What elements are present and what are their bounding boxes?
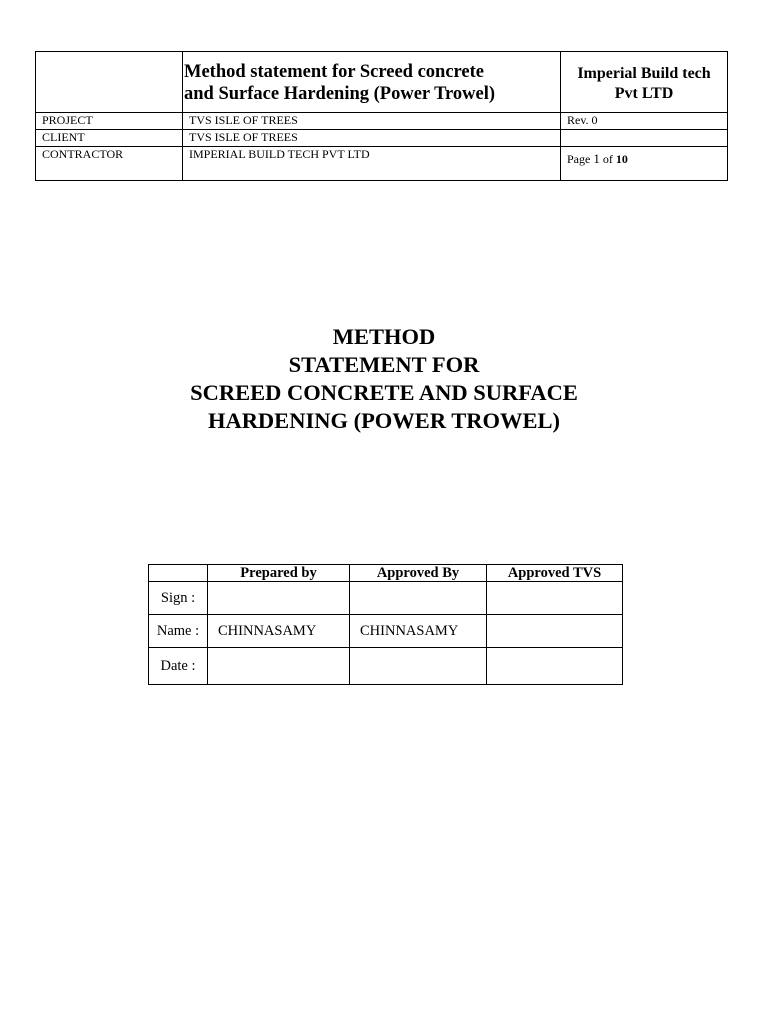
document-title-line-1: Method statement for Screed concrete bbox=[184, 62, 485, 82]
document-header-table bbox=[35, 51, 728, 181]
header-title-row bbox=[36, 52, 728, 113]
contractor-value: IMPERIAL BUILD TECH PVT LTD bbox=[183, 147, 561, 181]
sign-prepared-by bbox=[208, 582, 350, 615]
name-approved-by: CHINNASAMY bbox=[350, 615, 487, 648]
date-row bbox=[149, 648, 623, 685]
document-title bbox=[183, 52, 560, 105]
main-title-line-4: HARDENING (POWER TROWEL) bbox=[207, 408, 561, 433]
company-name-cell bbox=[561, 52, 728, 113]
page-of: of bbox=[602, 152, 613, 166]
company-name-line-2: Pvt LTD bbox=[614, 85, 674, 102]
project-label: PROJECT bbox=[36, 113, 183, 130]
company-name bbox=[561, 52, 727, 104]
date-approved-tvs bbox=[487, 648, 623, 685]
name-label: Name : bbox=[149, 615, 208, 648]
client-value: TVS ISLE OF TREES bbox=[183, 130, 561, 147]
header-row-project bbox=[36, 113, 728, 130]
contractor-label: CONTRACTOR bbox=[36, 147, 183, 181]
approved-by-header: Approved By bbox=[350, 565, 487, 582]
page-current: 1 bbox=[593, 151, 600, 166]
company-name-line-1: Imperial Build tech bbox=[577, 65, 711, 82]
name-row bbox=[149, 615, 623, 648]
header-empty-cell bbox=[36, 52, 183, 113]
name-approved-tvs bbox=[487, 615, 623, 648]
sign-label: Sign : bbox=[149, 582, 208, 615]
prepared-by-header: Prepared by bbox=[208, 565, 350, 582]
date-label: Date : bbox=[149, 648, 208, 685]
document-title-line-2: and Surface Hardening (Power Trowel) bbox=[184, 84, 496, 104]
sign-approved-tvs bbox=[487, 582, 623, 615]
name-prepared-by: CHINNASAMY bbox=[208, 615, 350, 648]
signature-table bbox=[148, 564, 623, 685]
date-prepared-by bbox=[208, 648, 350, 685]
signature-header-row bbox=[149, 565, 623, 582]
client-label: CLIENT bbox=[36, 130, 183, 147]
main-title-line-1: METHOD bbox=[332, 324, 436, 349]
main-title-line-3: SCREED CONCRETE AND SURFACE bbox=[190, 380, 578, 405]
header-row-contractor bbox=[36, 147, 728, 181]
signature-corner-cell bbox=[149, 565, 208, 582]
page-total: 10 bbox=[615, 152, 628, 166]
sign-row bbox=[149, 582, 623, 615]
client-extra bbox=[561, 130, 728, 147]
approved-tvs-header: Approved TVS bbox=[487, 565, 623, 582]
page-number bbox=[561, 147, 728, 181]
header-row-client bbox=[36, 130, 728, 147]
revision-value: Rev. 0 bbox=[561, 113, 728, 130]
main-title bbox=[0, 323, 768, 435]
project-value: TVS ISLE OF TREES bbox=[183, 113, 561, 130]
main-title-line-2: STATEMENT FOR bbox=[288, 352, 480, 377]
document-title-cell bbox=[183, 52, 561, 113]
date-approved-by bbox=[350, 648, 487, 685]
page-prefix: Page bbox=[567, 152, 591, 166]
sign-approved-by bbox=[350, 582, 487, 615]
